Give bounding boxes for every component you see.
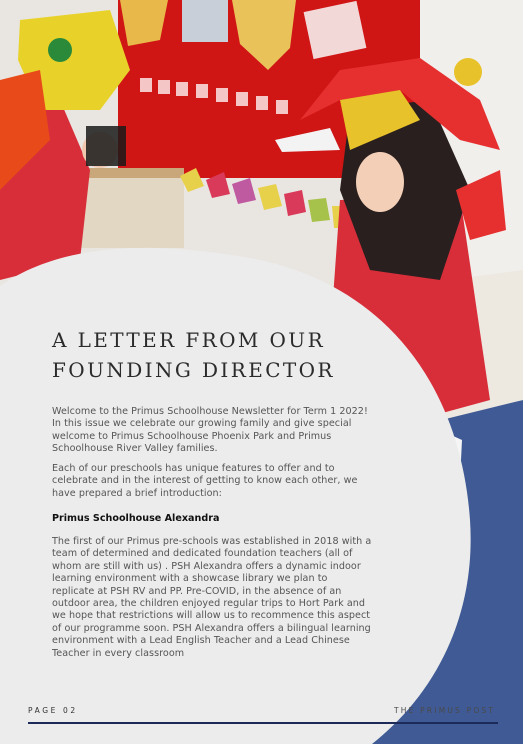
title-line-2: FOUNDING DIRECTOR <box>52 358 335 382</box>
section-subheading: Primus Schoolhouse Alexandra <box>52 513 220 524</box>
page-number: PAGE 02 <box>28 706 78 715</box>
letter-title <box>52 325 372 385</box>
alexandra-paragraph: The first of our Primus pre-schools was established in 2018 with a team of determined and dedicated foundation teachers (all of whom are still with us) . PSH Alexandra offers a dynamic indoor learning environment with a showcase library we plan to replicate at PSH RV and PP. Pre-COVID, in the absence of an outdoor area, the children enjoyed regular trips to Hort Park and we hope that restrictions will allow us to recommence this aspect of our programme soon. PSH Alexandra offers a bilingual learning environment with a Lead English Teacher and a Lead Chinese Teacher in every classroom <box>52 536 372 659</box>
footer-divider <box>28 722 498 724</box>
title-line-1: A LETTER FROM OUR <box>52 328 326 352</box>
preschool-intro-paragraph: Each of our preschools has unique features to offer and to celebrate and in the interest of getting to know each other, we have prepared a brief introduction: <box>52 463 358 499</box>
intro-paragraph: Welcome to the Primus Schoolhouse Newsletter for Term 1 2022! In this issue we celebrate our growing family and give special welcome to Primus Schoolhouse Phoenix Park and Primus Schoolhouse River Valley families. <box>52 406 368 455</box>
newsletter-brand: THE PRIMUS POST <box>394 706 496 715</box>
